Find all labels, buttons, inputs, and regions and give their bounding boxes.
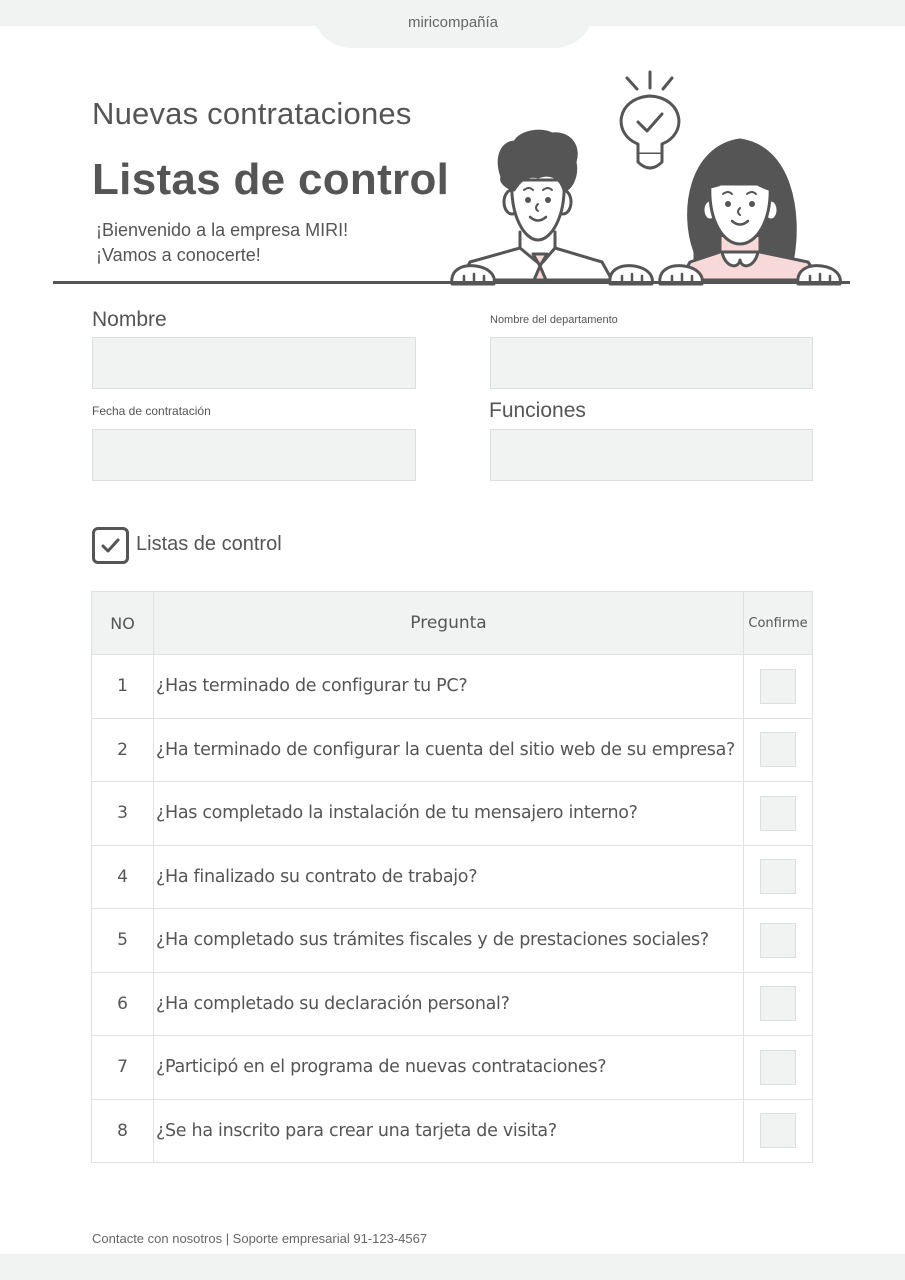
department-label: Nombre del departamento — [490, 314, 618, 326]
row-number: 6 — [92, 972, 154, 1036]
man-character — [452, 131, 653, 284]
row-number: 5 — [92, 909, 154, 973]
row-number: 4 — [92, 845, 154, 909]
woman-character — [660, 140, 841, 284]
row-question: ¿Ha finalizado su contrato de trabajo? — [154, 845, 744, 909]
row-number: 2 — [92, 718, 154, 782]
brand-tab — [312, 0, 594, 48]
confirm-checkbox[interactable] — [760, 923, 796, 958]
table-row — [92, 909, 813, 973]
table-row — [92, 1099, 813, 1163]
table-row — [92, 782, 813, 846]
table-row — [92, 718, 813, 782]
page-title: Listas de control — [92, 155, 450, 204]
department-field[interactable] — [490, 337, 813, 389]
table-row — [92, 845, 813, 909]
row-question: ¿Ha completado sus trámites fiscales y de prestaciones sociales? — [154, 909, 744, 973]
row-question: ¿Has completado la instalación de tu mensajero interno? — [154, 782, 744, 846]
row-number: 3 — [92, 782, 154, 846]
row-number: 1 — [92, 655, 154, 719]
row-question: ¿Has terminado de configurar tu PC? — [154, 655, 744, 719]
confirm-checkbox[interactable] — [760, 986, 796, 1021]
hire-date-label: Fecha de contratación — [92, 404, 211, 418]
row-number: 7 — [92, 1036, 154, 1100]
name-label: Nombre — [92, 308, 167, 331]
hire-date-field[interactable] — [92, 429, 416, 481]
confirm-checkbox[interactable] — [760, 1113, 796, 1148]
table-row — [92, 972, 813, 1036]
checklist-table — [91, 591, 813, 1163]
functions-label: Funciones — [489, 399, 586, 422]
confirm-checkbox[interactable] — [760, 732, 796, 767]
welcome-line-2: ¡Vamos a conocerte! — [96, 245, 261, 265]
confirm-checkbox[interactable] — [760, 669, 796, 704]
row-number: 8 — [92, 1099, 154, 1163]
table-row — [92, 1036, 813, 1100]
checkbox-checked-icon — [92, 527, 129, 564]
header-divider — [53, 281, 850, 284]
column-header-confirm: Confirme — [744, 592, 813, 655]
column-header-no: NO — [92, 592, 154, 655]
row-question: ¿Se ha inscrito para crear una tarjeta de visita? — [154, 1099, 744, 1163]
welcome-message — [96, 218, 348, 268]
column-header-question: Pregunta — [154, 592, 744, 655]
row-question: ¿Participó en el programa de nuevas contrataciones? — [154, 1036, 744, 1100]
row-question: ¿Ha terminado de configurar la cuenta del sitio web de su empresa? — [154, 718, 744, 782]
confirm-checkbox[interactable] — [760, 1050, 796, 1085]
confirm-checkbox[interactable] — [760, 796, 796, 831]
confirm-checkbox[interactable] — [760, 859, 796, 894]
brand-name: miricompañía — [407, 13, 499, 31]
name-field[interactable] — [92, 337, 416, 389]
row-question: ¿Ha completado su declaración personal? — [154, 972, 744, 1036]
section-title: Listas de control — [136, 533, 282, 555]
header-illustration — [440, 62, 860, 294]
lightbulb-check-icon — [621, 72, 679, 168]
functions-field[interactable] — [490, 429, 813, 481]
welcome-line-1: ¡Bienvenido a la empresa MIRI! — [96, 220, 349, 240]
footer-contact: Contacte con nosotros | Soporte empresarial 91-123-4567 — [92, 1231, 428, 1246]
page-subtitle: Nuevas contrataciones — [92, 96, 412, 131]
bottom-band — [0, 1254, 905, 1280]
table-row — [92, 655, 813, 719]
table-header-row — [92, 592, 813, 655]
